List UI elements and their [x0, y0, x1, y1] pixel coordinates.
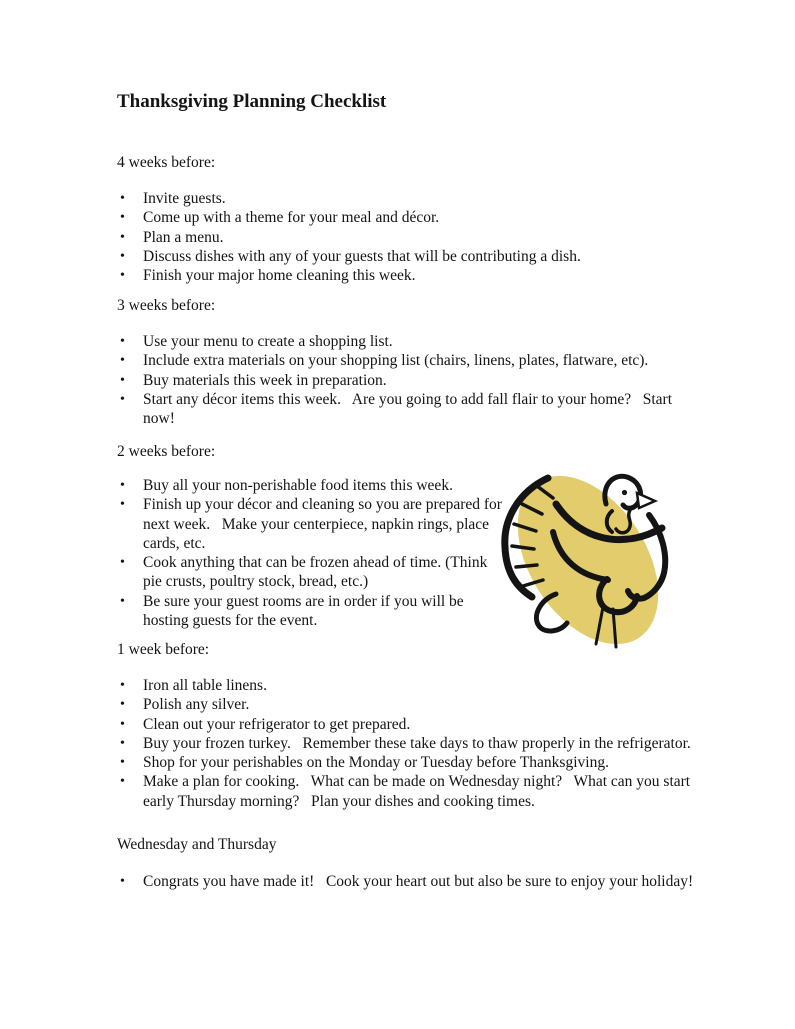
checklist-item: • Buy materials this week in preparation.	[117, 371, 695, 390]
checklist-item: • Iron all table linens.	[117, 676, 695, 695]
section-heading-4-weeks: 4 weeks before:	[117, 154, 216, 171]
checklist-item: • Plan a menu.	[117, 228, 695, 247]
turkey-eye	[622, 490, 627, 495]
checklist-3-weeks	[117, 332, 695, 428]
checklist-item: • Invite guests.	[117, 189, 695, 208]
page-title: Thanksgiving Planning Checklist	[117, 91, 387, 112]
checklist-item: • Buy your frozen turkey. Remember these take days to thaw properly in the refrigerator.	[117, 734, 695, 753]
checklist-item: • Cook anything that can be frozen ahead of time. (Think pie crusts, poultry stock, bread, etc.)	[117, 553, 509, 592]
checklist-item: • Shop for your perishables on the Monday or Tuesday before Thanksgiving.	[117, 753, 695, 772]
checklist-item: • Come up with a theme for your meal and décor.	[117, 208, 695, 227]
checklist-item: • Buy all your non-perishable food items this week.	[117, 476, 509, 495]
checklist-1-week	[117, 676, 695, 811]
section-heading-wednesday-thursday: Wednesday and Thursday	[117, 836, 277, 853]
checklist-item: • Include extra materials on your shopping list (chairs, linens, plates, flatware, etc).	[117, 351, 695, 370]
turkey-beak	[637, 493, 655, 508]
checklist-item: • Congrats you have made it! Cook your heart out but also be sure to enjoy your holiday!	[117, 872, 695, 891]
section-heading-2-weeks: 2 weeks before:	[117, 443, 216, 460]
checklist-item: • Finish your major home cleaning this week.	[117, 266, 695, 285]
section-heading-1-week: 1 week before:	[117, 641, 210, 658]
checklist-2-weeks	[117, 476, 509, 630]
checklist-item: • Start any décor items this week. Are you going to add fall flair to your home? Start now!	[117, 390, 695, 429]
checklist-4-weeks	[117, 189, 695, 285]
checklist-item: • Make a plan for cooking. What can be made on Wednesday night? What can you start early Thursday morning? Plan your dishes and cooking times.	[117, 772, 695, 811]
checklist-item: • Polish any silver.	[117, 695, 695, 714]
checklist-item: • Use your menu to create a shopping list.	[117, 332, 695, 351]
checklist-item: • Clean out your refrigerator to get prepared.	[117, 715, 695, 734]
section-heading-3-weeks: 3 weeks before:	[117, 297, 216, 314]
checklist-wednesday-thursday	[117, 872, 695, 891]
turkey-clipart	[500, 460, 690, 655]
checklist-item: • Be sure your guest rooms are in order if you will be hosting guests for the event.	[117, 592, 509, 631]
checklist-item: • Finish up your décor and cleaning so you are prepared for next week. Make your centerpiece, napkin rings, place cards, etc.	[117, 495, 509, 553]
checklist-item: • Discuss dishes with any of your guests that will be contributing a dish.	[117, 247, 695, 266]
